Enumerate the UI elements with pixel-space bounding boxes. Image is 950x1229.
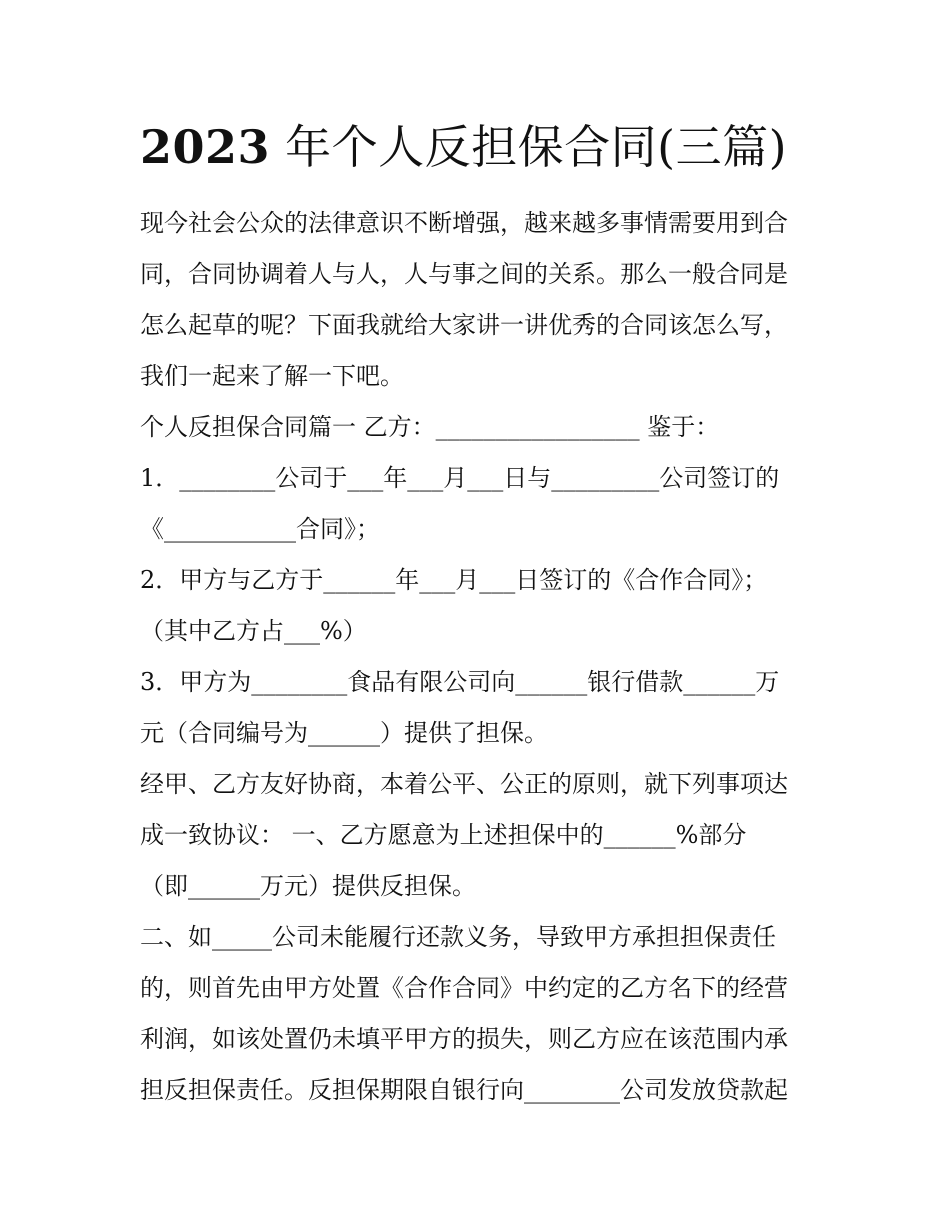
paragraph-line: 1．________公司于___年___月___日与_________公司签订的	[140, 464, 780, 492]
paragraph-line: 成一致协议： 一、乙方愿意为上述担保中的______%部分	[140, 821, 747, 849]
paragraph-line: 的，则首先由甲方处置《合作合同》中约定的乙方名下的经营	[140, 974, 788, 1002]
paragraph-line: 《___________合同》；	[140, 515, 380, 543]
paragraph-line: 二、如_____公司未能履行还款义务，导致甲方承担担保责任	[140, 923, 776, 951]
title-year: 2023	[140, 120, 271, 174]
paragraph-line: 我们一起来了解一下吧。	[140, 362, 404, 390]
paragraph-line: 利润，如该处置仍未填平甲方的损失，则乙方应在该范围内承	[140, 1025, 788, 1053]
document-title	[140, 115, 840, 179]
paragraph-line: 经甲、乙方友好协商，本着公平、公正的原则，就下列事项达	[140, 770, 788, 798]
paragraph-line: 现今社会公众的法律意识不断增强，越来越多事情需要用到合	[140, 209, 788, 237]
paragraph-line: 怎么起草的呢？下面我就给大家讲一讲优秀的合同该怎么写，	[140, 311, 788, 339]
paragraph-line: 2．甲方与乙方于______年___月___日签订的《合作合同》；	[140, 566, 768, 594]
document-body	[140, 198, 840, 1116]
title-text: 年个人反担保合同(三篇)	[270, 120, 788, 174]
paragraph-line: 同，合同协调着人与人，人与事之间的关系。那么一般合同是	[140, 260, 788, 288]
paragraph-line: （其中乙方占___%）	[140, 617, 367, 645]
paragraph-line: 担反担保责任。反担保期限自银行向________公司发放贷款起	[140, 1076, 788, 1104]
paragraph-line: 3．甲方为________食品有限公司向______银行借款______万	[140, 668, 780, 696]
paragraph-line: 元（合同编号为______）提供了担保。	[140, 719, 548, 747]
paragraph-line: （即______万元）提供反担保。	[140, 872, 476, 900]
paragraph-line: 个人反担保合同篇一 乙方：_________________ 鉴于：	[140, 413, 720, 441]
